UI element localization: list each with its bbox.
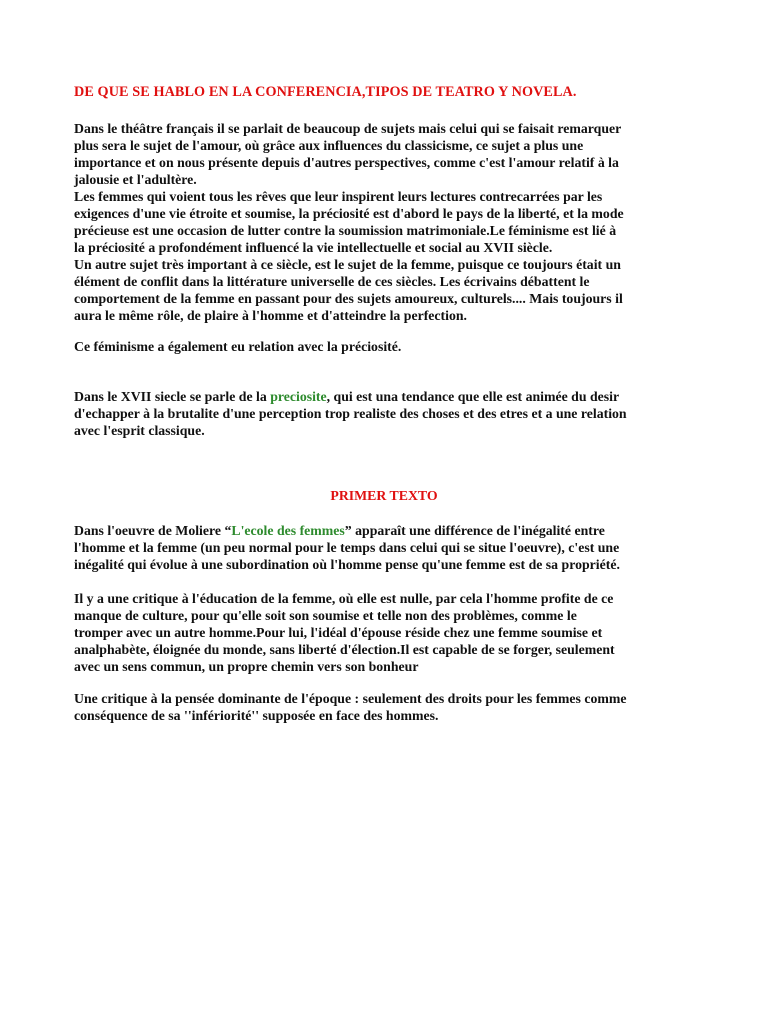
- xvii-line: [74, 388, 704, 405]
- final-paragraph: [74, 690, 704, 724]
- moliere-text: ” apparaît une différence de l'inégalité entre: [344, 523, 605, 538]
- final-line: Une critique à la pensée dominante de l'époque : seulement des droits pour les femmes comme: [74, 691, 627, 706]
- intro-line: la préciosité a profondément influencé la vie intellectuelle et social au XVII siècle.: [74, 240, 553, 255]
- intro-line: comportement de la femme en passant pour des sujets amoureux, culturels.... Mais toujours il: [74, 291, 623, 306]
- xvii-text: Dans le XVII siecle se parle de la: [74, 389, 271, 404]
- intro-line: élément de conflit dans la littérature universelle de ces siècles. Les écrivains débattent le: [74, 274, 590, 289]
- final-line: conséquence de sa ''infériorité'' supposée en face des hommes.: [74, 708, 439, 723]
- intro-line: Les femmes qui voient tous les rêves que leur inspirent leurs lectures contrecarrées par les: [74, 189, 603, 204]
- intro-line: exigences d'une vie étroite et soumise, la préciosité est d'abord le pays de la liberté, et la mode: [74, 206, 624, 221]
- critique-paragraph: [74, 590, 704, 675]
- intro-line: précieuse est une occasion de lutter contre la soumission matrimoniale.Le féminisme est lié à: [74, 223, 617, 238]
- critique-line: manque de culture, pour qu'elle soit son soumise et telle non des problèmes, comme le: [74, 608, 577, 623]
- intro-line: jalousie et l'adultère.: [74, 172, 197, 187]
- xvii-line: d'echapper à la brutalite d'une perception trop realiste des choses et des etres et a une relation: [74, 406, 627, 421]
- moliere-line: l'homme et la femme (un peu normal pour le temps dans celui qui se situe l'oeuvre), c'est une: [74, 540, 620, 555]
- critique-line: avec un sens commun, un propre chemin vers son bonheur: [74, 659, 419, 674]
- intro-line: Dans le théâtre français il se parlait de beaucoup de sujets mais celui qui se faisait remarquer: [74, 121, 622, 136]
- xvii-line: avec l'esprit classique.: [74, 423, 205, 438]
- moliere-line: [74, 522, 704, 539]
- moliere-text: Dans l'oeuvre de Moliere “: [74, 523, 232, 538]
- xvii-text: , qui est una tendance que elle est animée du desir: [326, 389, 620, 404]
- critique-line: Il y a une critique à l'éducation de la femme, où elle est nulle, par cela l'homme profite de ce: [74, 591, 614, 606]
- preciosite-link[interactable]: preciosite: [270, 389, 327, 404]
- intro-line: plus sera le sujet de l'amour, où grâce aux influences du classicisme, ce sujet a plus une: [74, 138, 584, 153]
- intro-line: Un autre sujet très important à ce siècle, est le sujet de la femme, puisque ce toujours était un: [74, 257, 621, 272]
- section-title: PRIMER TEXTO: [330, 488, 438, 503]
- xvii-paragraph: [74, 388, 704, 439]
- intro-line: importance et on nous présente depuis d'autres perspectives, comme c'est l'amour relatif à la: [74, 155, 619, 170]
- critique-line: tromper avec un autre homme.Pour lui, l'idéal d'épouse réside chez une femme soumise et: [74, 625, 603, 640]
- moliere-paragraph: [74, 522, 704, 573]
- feminism-paragraph: Ce féminisme a également eu relation avec la préciosité.: [74, 339, 402, 354]
- moliere-line: inégalité qui évolue à une subordination où l'homme pense qu'une femme est de sa propriété.: [74, 557, 620, 572]
- critique-line: analphabète, éloignée du monde, sans liberté d'élection.Il est capable de se forger, seulement: [74, 642, 615, 657]
- intro-paragraph: [74, 120, 704, 324]
- intro-line: aura le même rôle, de plaire à l'homme et d'atteindre la perfection.: [74, 308, 467, 323]
- document-heading: DE QUE SE HABLO EN LA CONFERENCIA,TIPOS DE TEATRO Y NOVELA.: [74, 84, 577, 100]
- ecole-des-femmes-link[interactable]: L'ecole des femmes: [231, 523, 345, 538]
